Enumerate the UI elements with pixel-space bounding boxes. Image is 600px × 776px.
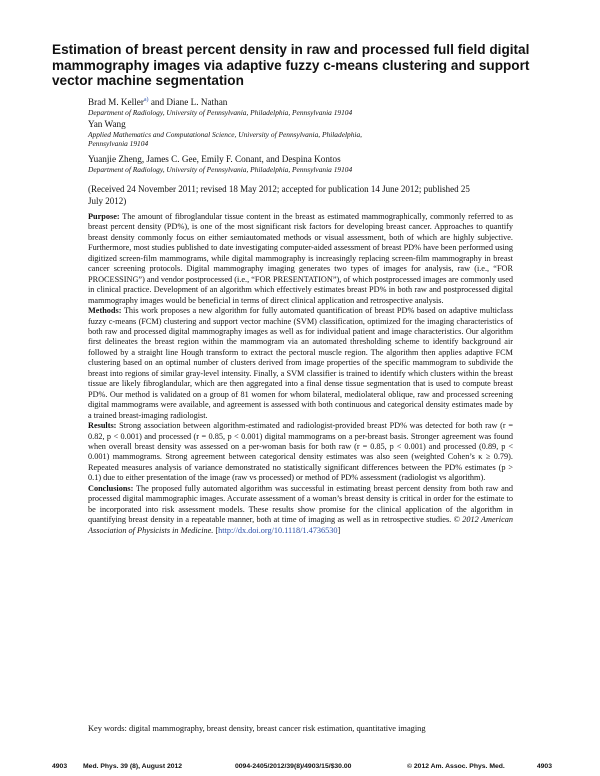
keywords: Key words: digital mammography, breast density, breast cancer risk estimation, quantitative imaging [88,724,426,733]
abstract-purpose [88,212,513,306]
section-text: The proposed fully automated algorithm was successful in estimating breast percent density from both raw and processed digital mammographic images. Accurate assessment of a woman’s breast density is critical in order for the estimate to be incorporated into risk assessment models. These results show promise for the clinical application of the algorithm in quantifying breast density in a repeatable manner, both at time of imaging as well as in retrospective studies. [88,483,513,525]
section-text: The amount of fibroglandular tissue content in the breast as estimated mammographically, commonly referred to as breast percent density (PD%), is one of the most significant risk factors for developing breast cancer. Approaches to quantify breast density commonly focus on either semiautomated methods or visual assessment, both of which are highly subjective. Furthermore, most studies published to date investigating computer-aided assessment of breast PD% have been performed using digitized screen-film mammograms, while digital mammography is increasingly replacing screen-film mammography in breast cancer screening protocols. Digital mammography imaging generates two types of images for analysis, raw (i.e., “FOR PROCESSING”) and vendor postprocessed (i.e., “FOR PRESENTATION”), of which postprocessed images are commonly used in clinical practice. Development of an algorithm which effectively estimates breast PD% in both raw and postprocessed digital mammography images would be beneficial in terms of direct clinical application and retrospective analysis. [88,212,513,305]
author-group-2 [88,119,398,149]
author-note-marker[interactable]: a) [143,97,149,103]
author-names: Yan Wang [88,119,126,129]
author-names: Brad M. Keller [88,97,144,108]
article-code: 0094-2405/2012/39(8)/4903/15/$30.00 [235,763,352,770]
copyright-note: © 2012 American Association of Physicists in Medicine. [88,515,513,535]
author-group-3 [88,154,528,174]
author-affiliation: Applied Mathematics and Computational Science, University of Pennsylvania, Philadelphia, Pennsylvania 19104 [88,130,363,149]
section-label: Purpose: [88,212,120,221]
doi-link[interactable]: http://dx.doi.org/10.1118/1.4736530 [218,525,338,535]
section-text: Strong association between algorithm-estimated and radiologist-provided breast PD% was detected for both raw (r = 0.82, p < 0.001) and processed (r = 0.85, p < 0.001) digital mammograms on a per-breast basis. Stronger agreement was found when overall breast density was assessed on a per-woman basis for both raw (r = 0.85, p < 0.001) and processed (0.89, p < 0.001) mammograms. Strong agreement between categorical density estimates was also seen (weighted Cohen’s κ ≥ 0.79). Repeated measures analysis of variance demonstrated no statistically significant differences between the PD% estimates (p > 0.1) due to either presentation of the image (raw vs processed) or method of PD% assessment (radiologist vs algorithm). [88,421,513,483]
section-text: This work proposes a new algorithm for fully automated quantification of breast PD% based on adaptive multiclass fuzzy c-means (FCM) clustering and support vector machine (SVM) classification, optimized for the imaging characteristics of both raw and processed digital mammography images as well as for individual patient and image characteristics. Our algorithm first delineates the breast region within the mammogram via an automated thresholding scheme to identify background air followed by a straight line Hough transform to extract the pectoral muscle region. The algorithm then applies adaptive FCM clustering based on an optimal number of clusters derived from image properties of the specific mammogram to subdivide the breast into regions of similar gray-level intensity. Finally, a SVM classifier is trained to identify which clusters within the breast tissue are likely fibroglandular, which are then aggregated into a final dense tissue segmentation that is used to compute breast PD%. Our method is validated on a group of 81 women for whom bilateral, mediolateral oblique, raw and processed screening digital mammograms were available, and agreement is assessed with both continuous and categorical density estimates made by a trained breast-imaging radiologist. [88,306,513,420]
page-number-right: 4903 [536,763,552,770]
author-names-cont: and Diane L. Nathan [148,97,228,108]
abstract-methods [88,306,513,421]
author-affiliation: Department of Radiology, University of Pennsylvania, Philadelphia, Pennsylvania 19104 [88,165,353,174]
author-group-1 [88,95,528,117]
article-title: Estimation of breast percent density in raw and processed full field digital mammography images via adaptive fuzzy c-means clustering and support vector machine segmentation [52,42,530,88]
page-number-left: 4903 [52,763,68,770]
publication-dates: (Received 24 November 2011; revised 18 May 2012; accepted for publication 14 June 2012; published 25 July 2012) [88,184,470,206]
journal-issue: Med. Phys. 39 (8), August 2012 [83,763,183,770]
section-label: Methods: [88,306,122,316]
author-affiliation: Department of Radiology, University of Pennsylvania, Philadelphia, Pennsylvania 19104 [88,108,353,118]
section-label: Results: [88,421,117,431]
author-names: Yuanjie Zheng, James C. Gee, Emily F. Conant, and Despina Kontos [88,154,341,164]
abstract-conclusions [88,484,513,536]
abstract-results [88,421,513,484]
footer-copyright: © 2012 Am. Assoc. Phys. Med. [407,763,505,770]
doi-bracket-open: [ [213,525,219,535]
doi-bracket-close: ] [337,525,341,535]
section-label: Conclusions: [88,483,134,493]
abstract [88,212,513,536]
